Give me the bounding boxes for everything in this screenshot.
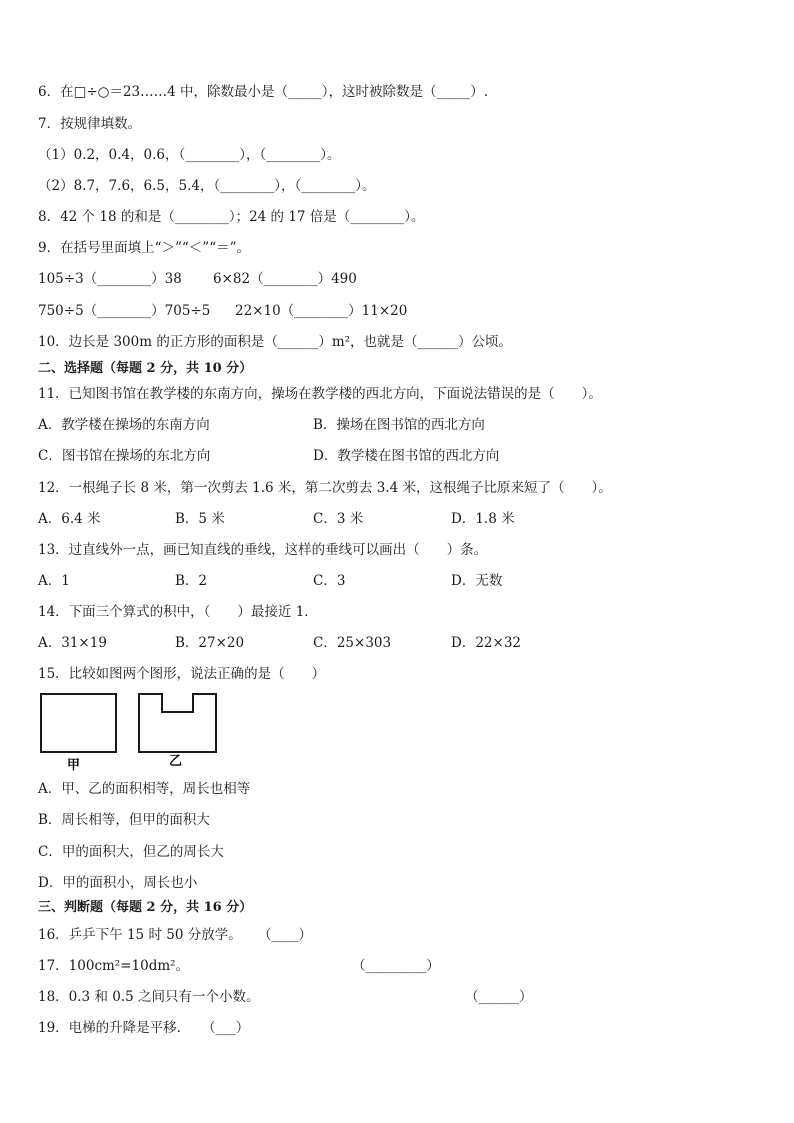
question-13-option-b: B．2 bbox=[175, 573, 208, 589]
question-11-option-c: C．图书馆在操场的东北方向 bbox=[38, 448, 211, 464]
question-15-option-c: C．甲的面积大，但乙的周长大 bbox=[38, 844, 224, 860]
question-9: 9．在括号里面填上“＞”“＜”“＝”。 bbox=[38, 240, 250, 256]
question-7-part-1: （1）0.2，0.4，0.6，（________），（________）。 bbox=[38, 147, 341, 163]
shape-jia-label: 甲 bbox=[67, 758, 81, 772]
question-15: 15．比较如图两个图形，说法正确的是（ ） bbox=[38, 666, 326, 682]
question-7: 7．按规律填数。 bbox=[38, 116, 142, 132]
question-9-item-4: 22×10（________）11×20 bbox=[235, 303, 408, 319]
question-12-option-c: C．3 米 bbox=[313, 511, 364, 527]
question-11-option-b: B．操场在图书馆的西北方向 bbox=[313, 417, 485, 433]
question-18: 18．0.3 和 0.5 之间只有一个小数。 bbox=[38, 989, 260, 1005]
section-choice-heading: 二、选择题（每题 2 分，共 10 分） bbox=[38, 361, 253, 376]
question-16: 16．乒乒下午 15 时 50 分放学。 bbox=[38, 927, 242, 943]
question-8: 8．42 个 18 的和是（________）；24 的 17 倍是（________）。 bbox=[38, 209, 425, 225]
shape-jia-rectangle bbox=[41, 694, 116, 752]
question-13-option-a: A．1 bbox=[38, 573, 70, 589]
question-18-blank: （______） bbox=[465, 989, 533, 1005]
question-9-item-3: 750÷5（________）705÷5 bbox=[38, 303, 211, 319]
question-17-blank: （_________） bbox=[352, 958, 440, 974]
question-12-option-a: A．6.4 米 bbox=[38, 511, 101, 527]
question-9-item-2: 6×82（________）490 bbox=[213, 271, 357, 287]
question-14-option-d: D．22×32 bbox=[451, 635, 521, 651]
shape-yi-label: 乙 bbox=[169, 754, 183, 769]
shape-yi-notched-rectangle bbox=[139, 694, 216, 752]
question-15-option-a: A．甲、乙的面积相等，周长也相等 bbox=[38, 781, 251, 797]
question-13: 13．过直线外一点，画已知直线的垂线，这样的垂线可以画出（ ）条。 bbox=[38, 542, 488, 558]
question-11-option-a: A．教学楼在操场的东南方向 bbox=[38, 417, 210, 433]
question-11-option-d: D．教学楼在图书馆的西北方向 bbox=[313, 448, 500, 464]
question-14-option-a: A．31×19 bbox=[38, 635, 107, 651]
shapes-figure bbox=[40, 692, 230, 772]
question-13-option-c: C．3 bbox=[313, 573, 346, 589]
question-12-option-b: B．5 米 bbox=[175, 511, 225, 527]
question-15-option-b: B．周长相等，但甲的面积大 bbox=[38, 812, 210, 828]
question-16-blank: （____） bbox=[258, 927, 312, 943]
question-14-option-c: C．25×303 bbox=[313, 635, 392, 651]
question-12-option-d: D．1.8 米 bbox=[451, 511, 515, 527]
section-judge-heading: 三、判断题（每题 2 分，共 16 分） bbox=[38, 900, 253, 915]
question-10: 10．边长是 300m 的正方形的面积是（______）m²，也就是（______）公顷。 bbox=[38, 334, 513, 350]
question-15-option-d: D．甲的面积小，周长也小 bbox=[38, 875, 198, 891]
question-11: 11．已知图书馆在教学楼的东南方向，操场在教学楼的西北方向，下面说法错误的是（ ）。 bbox=[38, 386, 602, 402]
question-12: 12．一根绳子长 8 米，第一次剪去 1.6 米，第二次剪去 3.4 米，这根绳子比原来短了（ ）。 bbox=[38, 480, 612, 496]
question-9-item-1: 105÷3（________）38 bbox=[38, 271, 182, 287]
question-17: 17．100cm²=10dm²。 bbox=[38, 958, 190, 974]
question-6: 6．在□÷○＝23……4 中，除数最小是（_____），这时被除数是（_____）. bbox=[38, 84, 489, 100]
question-14-option-b: B．27×20 bbox=[175, 635, 245, 651]
question-7-part-2: （2）8.7，7.6，6.5，5.4，（________），（________）。 bbox=[38, 178, 376, 194]
question-19-blank: （___） bbox=[202, 1020, 250, 1036]
question-19: 19．电梯的升降是平移． bbox=[38, 1020, 191, 1036]
question-13-option-d: D．无数 bbox=[451, 573, 503, 589]
question-14: 14．下面三个算式的积中，（ ）最接近 1． bbox=[38, 604, 318, 620]
